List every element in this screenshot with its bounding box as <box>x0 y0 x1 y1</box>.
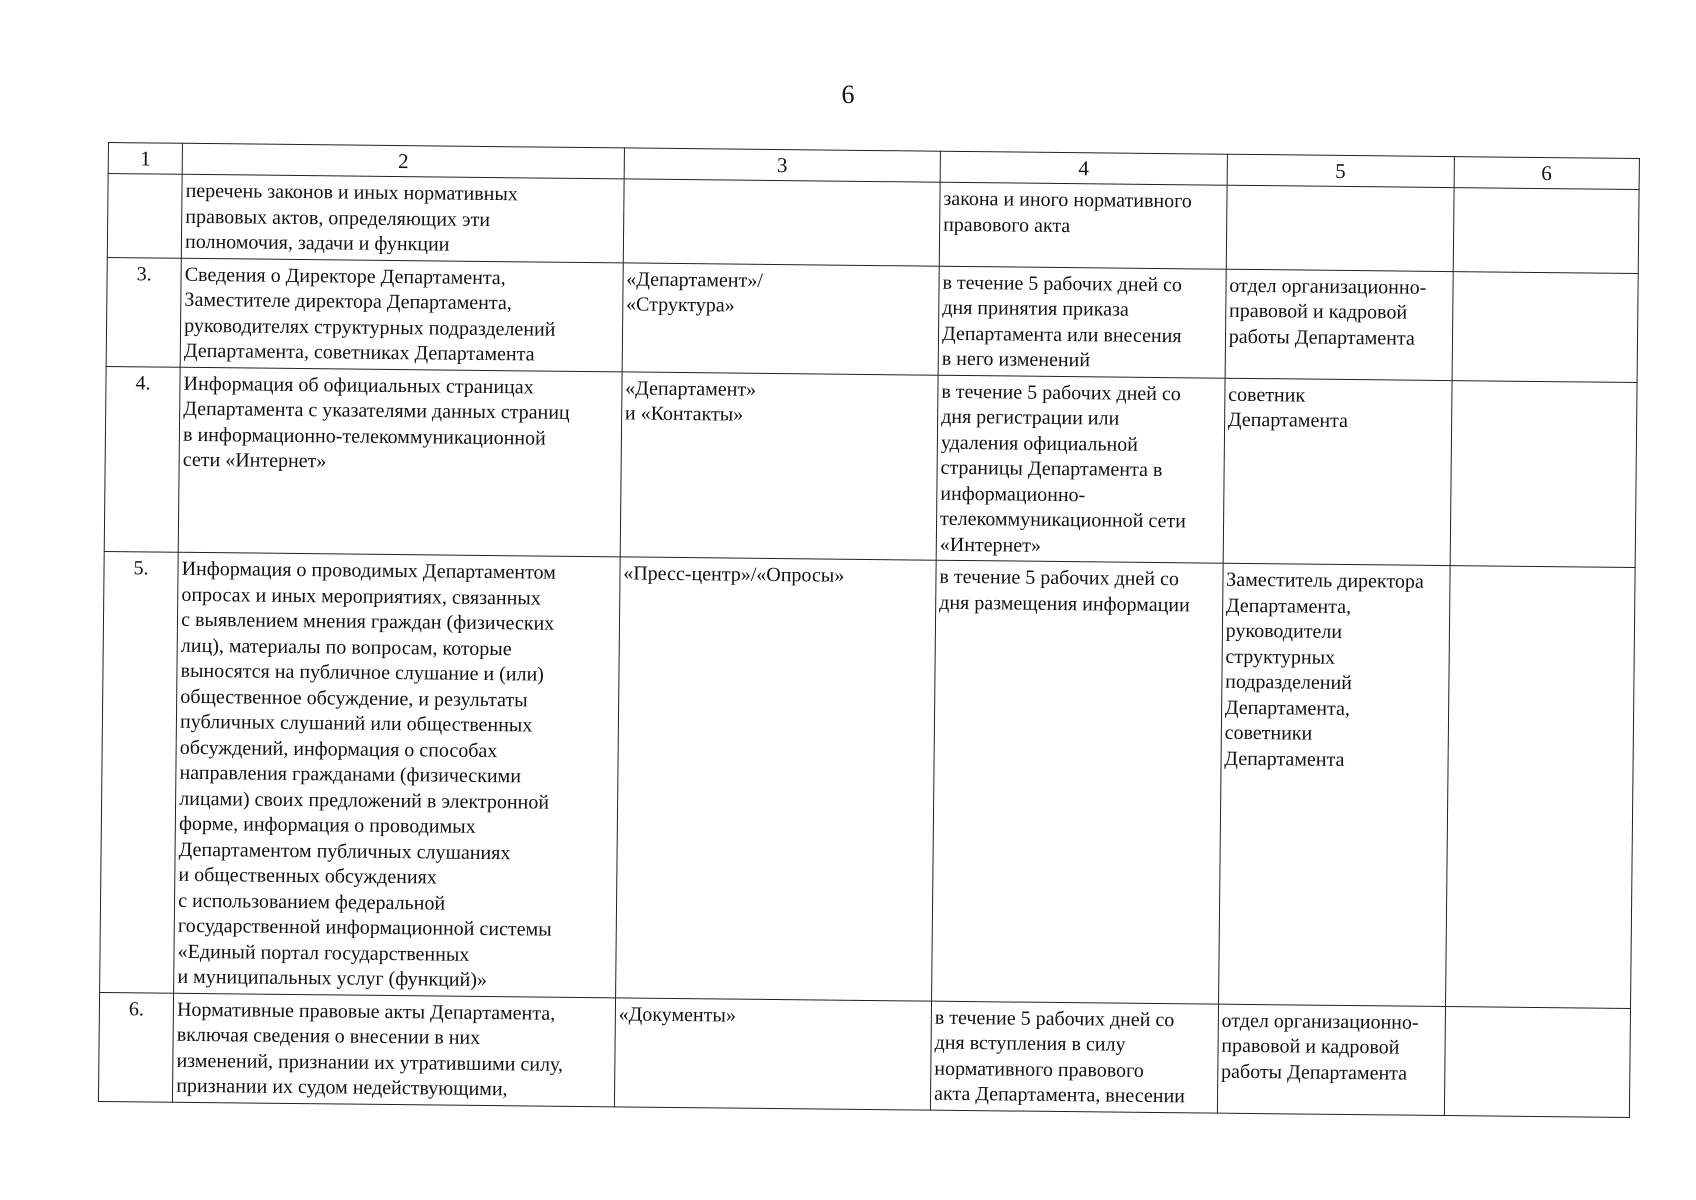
column-header: 5 <box>1227 154 1454 187</box>
responsible-cell: отдел организационно- правовой и кадровой работы Департамента <box>1217 1004 1445 1115</box>
responsible-cell: отдел организационно- правовой и кадровой работы Департамента <box>1225 269 1453 380</box>
column-header: 4 <box>940 151 1227 185</box>
table-row <box>98 992 1630 1117</box>
term-cell: закона и иного нормативного правового акта <box>939 182 1227 268</box>
info-table <box>98 142 1640 1117</box>
note-cell <box>1444 1006 1631 1117</box>
section-cell <box>623 179 940 266</box>
section-cell: «Департамент»/ «Структура» <box>622 262 939 374</box>
info-cell: Информация об официальных страницах Департамента с указателями данных страниц в информационно-телекоммуникационной сети «Интернет» <box>178 367 622 557</box>
note-cell <box>1452 271 1639 382</box>
row-number: 4. <box>104 366 180 552</box>
table-row <box>100 551 1636 1008</box>
row-number: 5. <box>100 551 179 992</box>
term-cell: в течение 5 рабочих дней со дня размещения информации <box>932 560 1223 1003</box>
term-cell: в течение 5 рабочих дней со дня регистрации или удаления официальной страницы Департамента в информационно- телекоммуникационной сети «Интернет» <box>936 375 1225 563</box>
row-number: 6. <box>98 992 173 1102</box>
responsible-cell: Заместитель директора Департамента, руководители структурных подразделений Департамента, советники Департамента <box>1218 563 1449 1006</box>
column-header: 1 <box>108 143 182 175</box>
section-cell: «Документы» <box>614 997 931 1109</box>
table-row <box>107 174 1639 274</box>
info-cell: перечень законов и иных нормативных правовых актов, определяющих эти полномочия, задачи и функции <box>181 174 623 262</box>
section-cell: «Департамент» и «Контакты» <box>620 371 938 560</box>
responsible-cell: советник Департамента <box>1223 378 1452 566</box>
column-header: 3 <box>624 148 941 182</box>
row-number: 3. <box>106 257 181 367</box>
term-cell: в течение 5 рабочих дней со дня вступления в силу нормативного правового акта Департамента, внесении <box>930 1001 1218 1113</box>
info-cell: Сведения о Директоре Департамента, Заместителе директора Департамента, руководителях структурных подразделений Департамента, советниках Департамента <box>180 258 623 372</box>
column-header: 2 <box>182 143 624 179</box>
term-cell: в течение 5 рабочих дней со дня принятия приказа Департамента или внесения в него изменений <box>938 266 1226 378</box>
page-number: 6 <box>841 80 855 109</box>
row-number <box>107 174 182 258</box>
section-cell: «Пресс-центр»/«Опросы» <box>615 557 936 1001</box>
table-row <box>104 366 1637 568</box>
info-cell: Нормативные правовые акты Департамента, включая сведения о внесении в них изменений, признании их утратившими силу, признании их судом недействующими, <box>173 993 616 1107</box>
note-cell <box>1450 380 1637 567</box>
column-header: 6 <box>1454 157 1640 190</box>
note-cell <box>1445 566 1635 1008</box>
info-cell: Информация о проводимых Департаментом опросах и иных мероприятиях, связанных с выявлением мнения граждан (физических лиц), материалы по вопросам, которые выносятся на публичное слушание и (или) общественное обсуждение, и результаты публичных слушаний или общественных обсуждений, информация о способах направления гражданами (физическими лицами) своих предложений в электронной форме, информация о проводимых Департаментом публичных слушаниях и общественных обсуждениях с использованием федеральной государственной информационной системы «Единый портал государственных и муниципальных услуг (функций)» <box>174 552 620 997</box>
note-cell <box>1453 188 1639 273</box>
table-row <box>106 257 1638 382</box>
responsible-cell <box>1226 185 1454 271</box>
